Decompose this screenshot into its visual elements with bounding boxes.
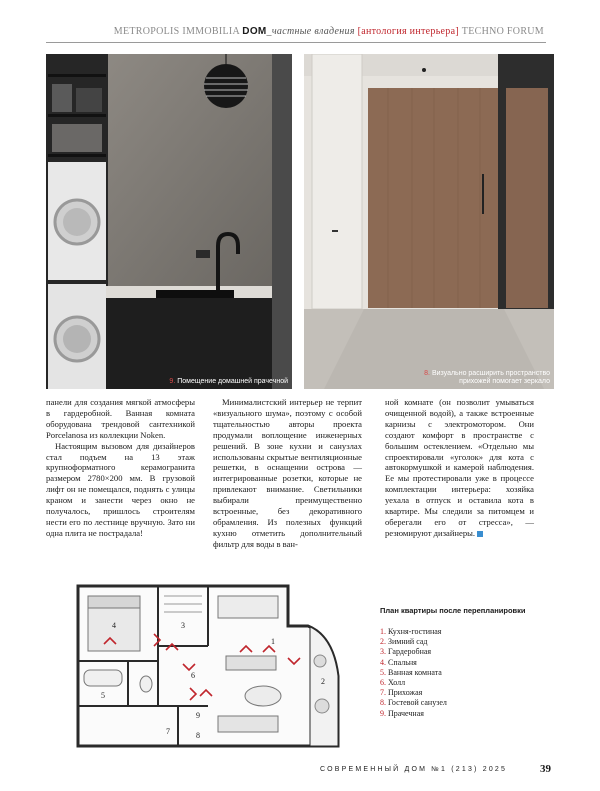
legend-item-label: Зимний сад bbox=[388, 637, 428, 647]
room-label-7: 7 bbox=[166, 727, 170, 736]
room-label-8: 8 bbox=[196, 731, 200, 740]
article-column-2 bbox=[213, 397, 362, 550]
room-label-1: 1 bbox=[271, 637, 275, 646]
laundry-caption bbox=[169, 378, 288, 386]
section-metropolis: METROPOLIS IMMOBILIA bbox=[113, 26, 240, 37]
legend-item bbox=[380, 647, 550, 657]
room-label-3: 3 bbox=[181, 621, 185, 630]
floor-plan-drawing bbox=[58, 566, 348, 758]
legend-item-number: 2. bbox=[380, 637, 386, 647]
legend-item-label: Ванная комната bbox=[388, 667, 442, 677]
legend-item-label: Холл bbox=[388, 678, 406, 688]
legend-item-number: 9. bbox=[380, 708, 386, 718]
legend-item-label: Кухня-гостиная bbox=[388, 627, 442, 636]
legend-item bbox=[380, 627, 550, 637]
legend-item-number: 5. bbox=[380, 667, 386, 677]
laundry-caption-index: 9. bbox=[169, 378, 176, 385]
hallway-illustration bbox=[304, 54, 554, 389]
hallway-caption-index: 8. bbox=[424, 370, 430, 377]
legend-title: План квартиры после перепланировки bbox=[380, 606, 526, 615]
legend-item bbox=[380, 658, 550, 668]
legend-item-label: Гардеробная bbox=[388, 647, 432, 657]
legend-item-label: Прихожая bbox=[388, 688, 423, 698]
legend-item bbox=[380, 637, 550, 647]
magazine-issue: СОВРЕМЕННЫЙ ДОМ №1 (213) 2025 bbox=[320, 766, 508, 773]
section-techno-forum: TECHNO FORUM bbox=[461, 26, 544, 37]
article-column-3 bbox=[385, 397, 534, 539]
legend-item-number: 3. bbox=[380, 647, 386, 657]
laundry-illustration bbox=[46, 54, 292, 389]
paragraph: панели для создания мягкой атмосферы в гардеробной. Ванная комната оборудована трендовой сантехникой Porcelanosa из коллекции Noken. bbox=[46, 397, 195, 440]
legend-item bbox=[380, 688, 550, 698]
hallway-caption-text-2: прихожей помогает зеркало bbox=[459, 378, 550, 385]
hallway-caption bbox=[424, 370, 550, 386]
article-column-1 bbox=[46, 397, 195, 539]
laundry-photo bbox=[46, 54, 292, 389]
legend-item bbox=[380, 709, 550, 719]
room-label-4: 4 bbox=[112, 621, 116, 630]
legend-item-number: 4. bbox=[380, 657, 386, 667]
floor-plan bbox=[58, 566, 348, 758]
laundry-caption-text: Помещение домашней прачечной bbox=[177, 378, 288, 385]
page-number: 39 bbox=[540, 763, 551, 775]
legend-item-number: 6. bbox=[380, 678, 386, 688]
legend-item bbox=[380, 668, 550, 678]
paragraph-text: ной комнате (он позволит умываться очищенной водой), а также встроенные карнизы с электромотором. Они создают комфорт в пространстве с большим остеклением. «Отдельно мы спроектировали «уголок» для кота с автокормушкой и камерой наблюдения. Ее мы протестировали уже в процессе комплектации интерьера: хозяйка уехала в отпуск и оставила кота в квартире. Мы следили за питомцем и оберегали его от стресса», — резюмируют дизайнеры. bbox=[385, 397, 534, 538]
paragraph: Настоящим вызовом для дизайнеров стал подъем на 13 этаж крупноформатного керамогранита размером 2780×200 мм. В грузовой лифт он не помещался, поднять с улицы краном и занести через окно не получалось, пришлось строителям нести его по лестнице вручную. Зато ни одна плита не пострадала! bbox=[46, 440, 195, 538]
room-label-6: 6 bbox=[191, 671, 195, 680]
paragraph: Минималистский интерьер не терпит «визуального шума», поэтому с особой тщательностью авторы проекта продумали воплощение инженерных решений. В зоне кухни и санузлах использованы скрытые вентиляционные решетки, в оснащении острова — интегрированные розетки, которые не привлекают внимание. Светильники выбирали преимущественно встроенные, без декоративного обрамления. Из полезных функций кухню отметить дополнительный фильтр для воды в ван- bbox=[213, 397, 362, 549]
legend-item-label: Спальня bbox=[388, 657, 417, 667]
current-section: [антология интерьера] bbox=[357, 26, 459, 37]
legend-list bbox=[380, 627, 550, 719]
legend-item-number: 8. bbox=[380, 698, 386, 708]
paragraph bbox=[385, 397, 534, 539]
legend-item-number: 1. bbox=[380, 627, 386, 636]
brand-tagline: _частные владения bbox=[266, 26, 355, 37]
end-of-article-icon bbox=[477, 531, 483, 537]
brand-logo: DOM bbox=[242, 26, 267, 37]
header-rule bbox=[46, 42, 546, 43]
legend-item bbox=[380, 678, 550, 688]
legend-item bbox=[380, 698, 550, 708]
legend-item-label: Гостевой санузел bbox=[388, 698, 447, 708]
hallway-caption-text-1: Визуально расширить пространство bbox=[431, 370, 550, 377]
floor-plan-legend bbox=[380, 606, 550, 719]
hallway-photo bbox=[304, 54, 554, 389]
room-label-5: 5 bbox=[101, 691, 105, 700]
room-label-2: 2 bbox=[321, 677, 325, 686]
hallway-caption-line1 bbox=[424, 370, 550, 378]
room-label-9: 9 bbox=[196, 711, 200, 720]
legend-item-number: 7. bbox=[380, 688, 386, 698]
legend-item-label: Прачечная bbox=[388, 708, 424, 718]
page-header bbox=[0, 0, 600, 46]
running-head bbox=[114, 26, 544, 37]
